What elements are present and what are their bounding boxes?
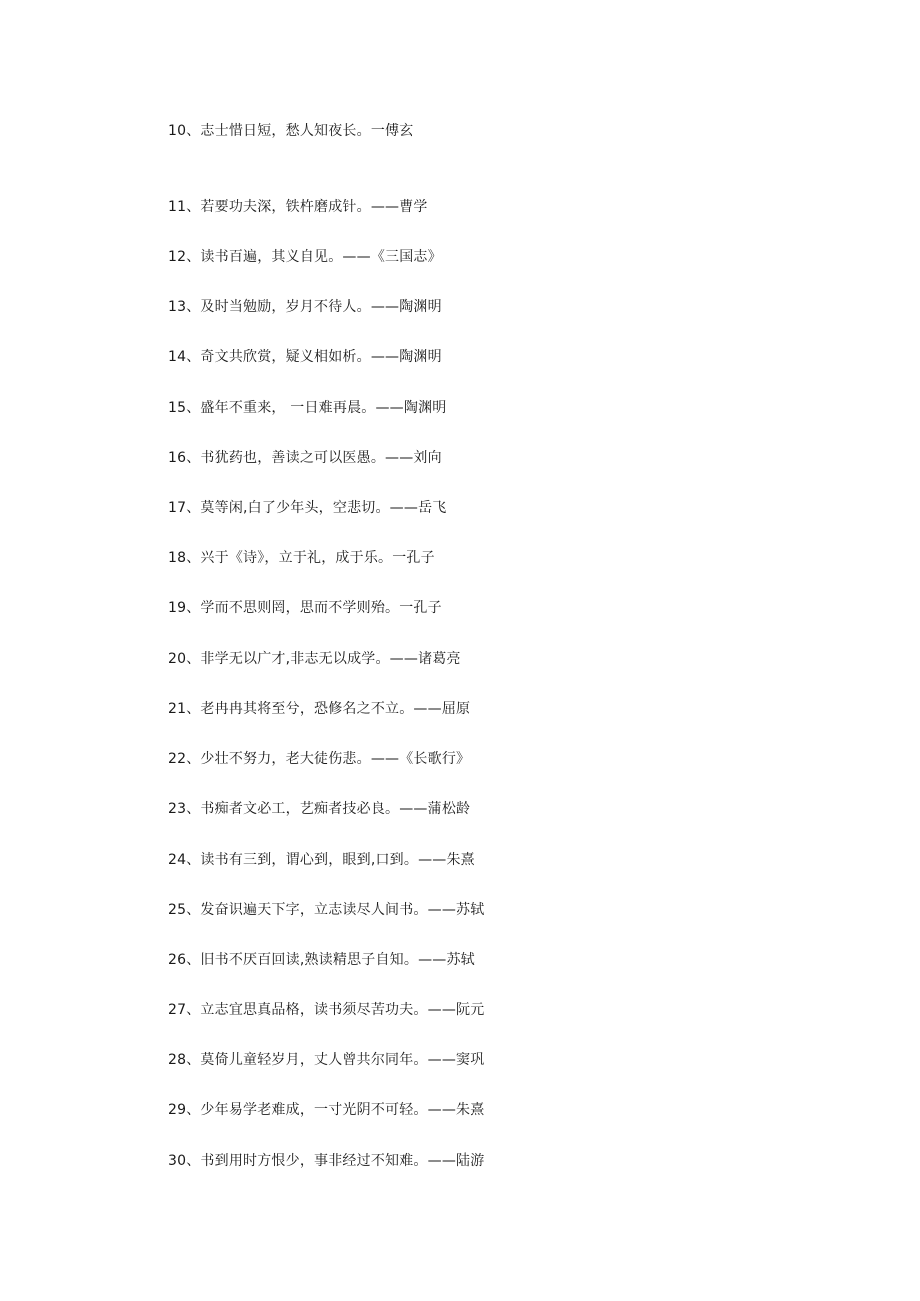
quote-item (168, 699, 470, 719)
quote-item (168, 1050, 484, 1070)
quote-number: 27 (168, 1002, 187, 1018)
quote-text: 、少壮不努力，老大徒伤悲。——《长歌行》 (186, 751, 471, 767)
quote-number: 28 (168, 1052, 187, 1068)
quote-text: 、少年易学老难成，一寸光阴不可轻。——朱熹 (186, 1102, 485, 1118)
quote-text: 、奇文共欣赏，疑义相如析。——陶渊明 (186, 349, 442, 365)
quote-text: 、立志宜思真品格，读书须尽苦功夫。——阮元 (186, 1002, 485, 1018)
quote-item (168, 850, 475, 870)
quote-item (168, 448, 442, 468)
quote-item (168, 598, 442, 618)
quote-item (168, 1151, 484, 1171)
quote-item (168, 197, 428, 217)
quote-number: 21 (168, 701, 187, 717)
quote-text: 、非学无以广才,非志无以成学。——诸葛亮 (186, 651, 461, 667)
quote-text: 、读书百遍，其义自见。——《三国志》 (186, 249, 442, 265)
quote-text: 、莫等闲,白了少年头，空悲切。——岳飞 (186, 500, 447, 516)
quote-item (168, 247, 442, 267)
quote-number: 23 (168, 801, 187, 817)
quote-item (168, 121, 413, 141)
quote-item (168, 900, 484, 920)
quote-number: 10 (168, 123, 187, 139)
quote-number: 18 (168, 550, 187, 566)
quote-item (168, 799, 470, 819)
quote-text: 、盛年不重来， 一日难再晨。——陶渊明 (186, 400, 447, 416)
quote-item (168, 749, 470, 769)
quote-text: 、书犹药也，善读之可以医愚。——刘向 (186, 450, 442, 466)
quote-text: 、若要功夫深，铁杵磨成针。——曹学 (186, 199, 428, 215)
quote-text: 、莫倚儿童轻岁月，丈人曾共尔同年。——窦巩 (186, 1052, 485, 1068)
quote-text: 、发奋识遍天下字，立志读尽人间书。——苏轼 (186, 902, 485, 918)
quote-text: 、学而不思则罔，思而不学则殆。一孔子 (186, 600, 442, 616)
quote-item (168, 398, 446, 418)
quote-item (168, 649, 461, 669)
quote-item (168, 297, 442, 317)
quote-text: 、书痴者文必工，艺痴者技必良。——蒲松龄 (186, 801, 471, 817)
quote-number: 15 (168, 400, 187, 416)
quote-text: 、兴于《诗》，立于礼，成于乐。一孔子 (186, 550, 435, 566)
quote-number: 19 (168, 600, 187, 616)
quote-number: 24 (168, 852, 187, 868)
quote-number: 26 (168, 952, 187, 968)
quote-number: 12 (168, 249, 187, 265)
quote-item (168, 1100, 484, 1120)
quote-number: 13 (168, 299, 187, 315)
quote-number: 25 (168, 902, 187, 918)
quote-text: 、志士惜日短，愁人知夜长。一傅玄 (186, 123, 414, 139)
quote-item (168, 498, 446, 518)
quote-text: 、旧书不厌百回读,熟读精思子自知。——苏轼 (186, 952, 475, 968)
quote-text: 、老冉冉其将至兮，恐修名之不立。——屈原 (186, 701, 471, 717)
quote-item (168, 347, 442, 367)
quote-number: 29 (168, 1102, 187, 1118)
quote-number: 22 (168, 751, 187, 767)
quote-number: 11 (168, 199, 187, 215)
quote-item (168, 950, 475, 970)
quote-text: 、及时当勉励，岁月不待人。——陶渊明 (186, 299, 442, 315)
quote-number: 17 (168, 500, 187, 516)
quote-number: 30 (168, 1153, 187, 1169)
quote-number: 16 (168, 450, 187, 466)
quote-number: 14 (168, 349, 187, 365)
quote-number: 20 (168, 651, 187, 667)
quote-item (168, 1000, 484, 1020)
quote-text: 、书到用时方恨少，事非经过不知难。——陆游 (186, 1153, 485, 1169)
quote-item (168, 548, 435, 568)
quote-text: 、读书有三到，谓心到，眼到,口到。——朱熹 (186, 852, 475, 868)
